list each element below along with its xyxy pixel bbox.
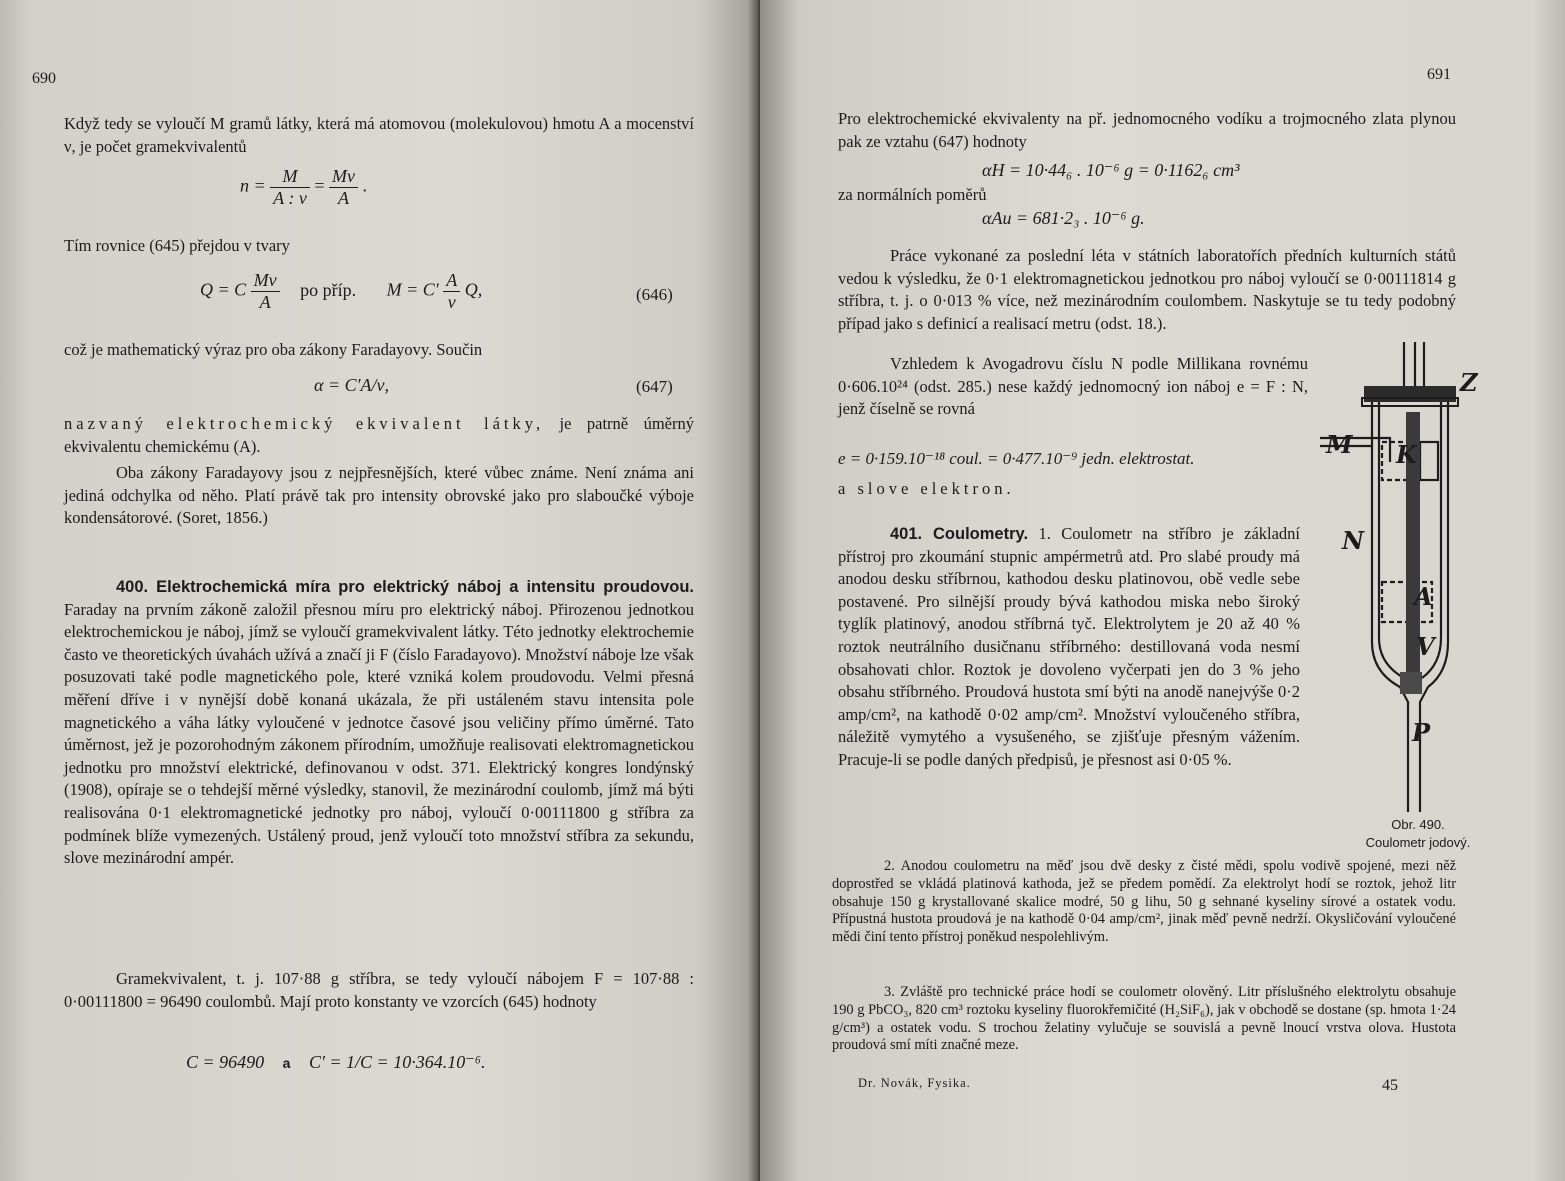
page-number: 690 — [32, 70, 56, 87]
figure-caption-text: Coulometr jodový. — [1365, 835, 1471, 850]
figure-label-m: M — [1326, 430, 1353, 459]
equation-number-646: (646) — [636, 285, 673, 304]
equation-646: Q = C $\frac{M\nu}{A}$ po příp. M = C′ $\frac{A}{\nu}$ Q, — [200, 270, 483, 312]
paragraph-transition: Tím rovnice (645) přejdou v tvary — [64, 236, 290, 255]
figure-label-p: P — [1412, 718, 1431, 747]
paragraph-gramekvivalent: Gramekvivalent, t. j. 107·88 g stříbra, se tedy vyloučí nábojem F = 107·88 : 0·00111800 = 96490 coulombů. Mají proto konstanty ve vzorcích (645) hodnoty — [64, 969, 694, 1011]
section-400 — [64, 576, 694, 870]
figure-label-n: N — [1342, 526, 1364, 555]
equation-elementary-charge: e = 0·159.10⁻¹⁸ coul. = 0·477.10⁻⁹ jedn. elektrostat. — [838, 449, 1195, 468]
footer-sheet-number: 45 — [1382, 1077, 1398, 1094]
footer-author: Dr. Novák, Fysika. — [858, 1076, 971, 1090]
paragraph-equivalent: nazvaný elektrochemický ekvivalent látky, je patrně úměrný ekvivalentu chemickému (A). — [64, 414, 694, 456]
paragraph-intro: Když tedy se vyloučí M gramů látky, která má atomovou (molekulovou) hmotu A a mocenství ν, je počet gramekvivalentů — [64, 114, 694, 156]
paragraph-normal-conditions: za normálních poměrů — [838, 185, 987, 204]
paragraph-copper-coulometer: 2. Anodou coulometru na měď jsou dvě desky z čisté mědi, spolu vodivě spojené, mezi něž doprostřed se vkládá platinová kathoda, jež se předem pomědí. Za elektrolyt hodí se roztok, jehož litr obsahuje 150 g krystallované skalice modré, 50 g lihu, 50 g sehnané kyseliny sírové a ostatek vodu. Přípustná hustota proudová je na kathodě 0·04 amp/cm², jinak měď pevně nedrží. Okysličování vyloučené mědi činí tento přístroj poněkud nespolehlivým. — [832, 858, 1456, 946]
section-400-heading: 400. Elektrochemická míra pro elektrický náboj a intensitu proudovou. — [116, 578, 694, 596]
section-401 — [838, 523, 1300, 772]
figure-label-k: K — [1396, 440, 1417, 469]
figure-label-a: A — [1414, 582, 1433, 611]
equation-constants: C = 96490 a C′ = 1/C = 10·364.10⁻⁶. — [186, 1052, 486, 1072]
section-400-body: Faraday na prvním zákoně založil přesnou míru pro elektrický náboj. Přirozenou jednotkou elektrochemickou je náboj, jímž se vyloučí gramekvivalent látky. Této jednotky elektrochemie často ve theoretických úvahách užívá a značí ji F (číslo Faradayovo). Množství náboje lze však posuzovati také podle magnetického pole, které vzniká kolem proudovodu. Velmi přesná měření dříve i v nynější době konaná ukázala, že při ustáleném stavu intensita pole magnetického a váha látky vyloučené v jednotce časové jsou veličiny přímo úměrné. Tato úměrnost, jež je pozorohodným zákonem přírodním, umožňuje realisovati elektromagnetickou jednotku pro množství elektrické, definovanou v odst. 371. Elektrický kongres londýnský (1908), opíraje se o tehdejší měrné výsledky, stanovil, že mezinárodní coulomb, jímž má býti realisována 0·1 elektromagnetické jednotky pro náboj, vyloučí 0·00111800 g stříbra za podmínek blíže vymezených. Ustálený proud, jenž vyloučí toto množství stříbra za sekundu, slove mezinárodní ampér. — [64, 599, 694, 868]
paragraph-electron: a slove elektron. — [838, 479, 1015, 498]
equation-647: α = C′A/ν, — [314, 375, 390, 395]
equation-number-647: (647) — [636, 377, 673, 396]
left-page — [0, 0, 758, 1181]
paragraph-avogadro: Vzhledem k Avogadrovu číslu N podle Millikana rovnému 0·606.10²⁴ (odst. 285.) nese každý jednomocný ion náboj e = F : N, jenž číselně se rovná — [838, 354, 1308, 419]
paragraph-precision: Oba zákony Faradayovy jsou z nejpřesnějších, které vůbec známe. Není známa ani jediná odchylka od něho. Platí právě tak pro intensity obrovské jako pro slaboučké výboje kondensátorové. (Soret, 1856.) — [64, 463, 694, 528]
figure-caption — [1308, 816, 1528, 852]
equation-hydrogen: αH = 10·44₆ . 10⁻⁶ g = 0·1162₆ cm³ — [982, 160, 1240, 180]
section-401-heading: 401. Coulometry. — [890, 525, 1029, 543]
paragraph-lead-coulometer: 3. Zvláště pro technické práce hodí se coulometr olověný. Litr příslušného elektrolytu obsahuje 190 g PbCO₃, 820 cm³ roztoku kyseliny fluorokřemičité (H₂SiF₆), jak v obchodě se dostane (sp. hmota 1·24 g/cm³) a ostatek vodu. S trochou želatiny vylučuje se souvislá a pevně lnoucí vrstva olova. Hustota proudová smí míti značné meze. — [832, 984, 1456, 1054]
figure-caption-number: Obr. 490. — [1391, 817, 1445, 832]
figure-iodine-coulometer — [1320, 342, 1530, 812]
equation-n: n = $\frac{M}{A : \nu}$ = $\frac{M\nu}{A}$ . — [240, 166, 367, 208]
section-401-body: 1. Coulometr na stříbro je základní přístroj pro zkoumání stupnic ampérmetrů atd. Pro slabé proudy má anodou desku stříbrnou, kathodou desku platinovou, obě vedle sebe postavené. Pro silnější proudy bývá kathodou miska nebo široký tyglík platinový, anodou stříbrná tyč. Elektrolytem je 20 až 40 % roztok neutrálního dusičnanu stříbrného: destillovaná voda nesmí obsahovati chlor. Roztok je dovoleno vyčerpati jen do 3 % jeho obsahu stříbrného. Proudová hustota smí býti na anodě nanejvýše 0·2 amp/cm², na kathodě 0·02 amp/cm². Množství vyloučeného stříbra, náležitě vymytého a vysušeného, se zjišťuje přesným vážením. Pracuje-li se podle daných předpisů, je přesnost asi 0·05 %. — [838, 524, 1301, 769]
paragraph-labs: Práce vykonané za poslední léta v státních laboratořích předních kulturních států vedou k výsledku, že 0·1 elektromagnetickou jednotkou pro náboj vyloučí se 0·00111814 g stříbra, t. j. o 0·013 % více, než mezinárodním coulombem. Naskytuje se tu tedy podobný případ jako s definicí a realisací metru (odst. 18.). — [838, 246, 1456, 333]
figure-label-z: Z — [1460, 368, 1478, 397]
paragraph-faraday-laws: což je mathematický výraz pro oba zákony Faradayovy. Součin — [64, 340, 483, 359]
equation-gold: αAu = 681·2₃ . 10⁻⁶ g. — [982, 208, 1145, 228]
page-number: 691 — [1427, 66, 1451, 83]
right-page — [760, 0, 1565, 1181]
paragraph-equivalents: Pro elektrochemické ekvivalenty na př. jednomocného vodíku a trojmocného zlata plynou pak ze vztahu (647) hodnoty — [838, 109, 1456, 151]
figure-label-v: V — [1416, 632, 1435, 661]
